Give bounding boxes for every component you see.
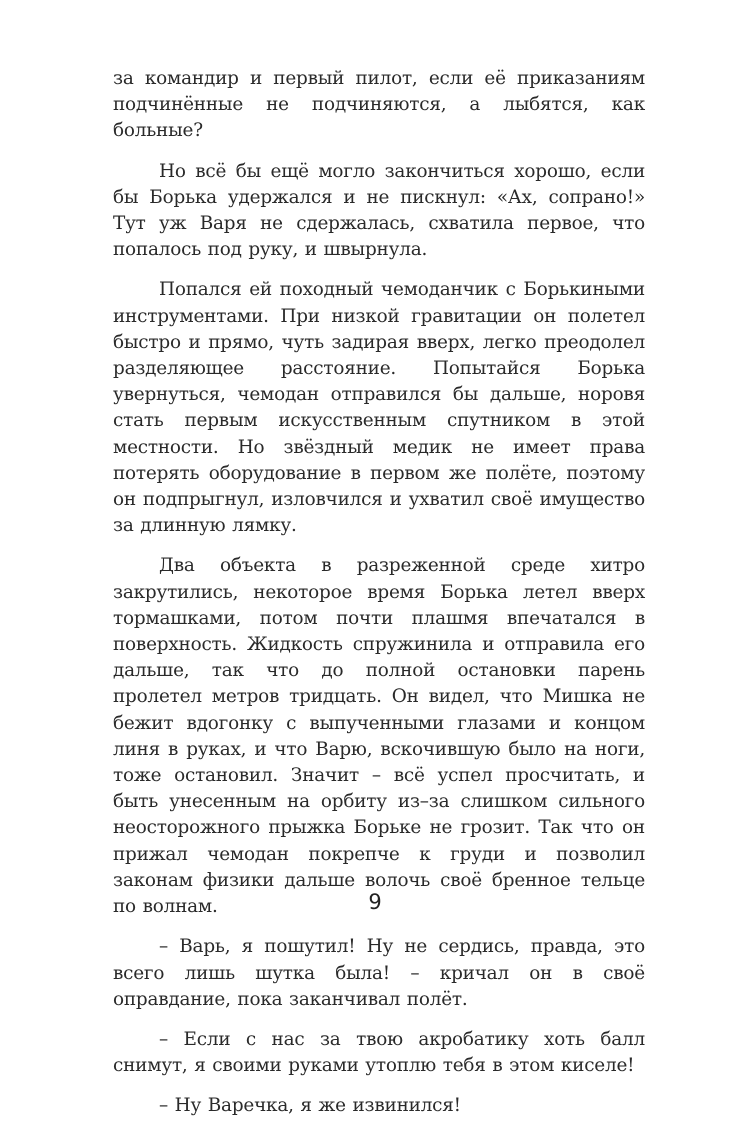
paragraph-5: – Варь, я пошутил! Ну не сердись, правда, это всего лишь шутка была! – кричал он в своё оправдание, пока заканчивал полёт. — [113, 936, 645, 1010]
paragraph-2: Но всё бы ещё могло закончиться хорошо, если бы Борька удержался и не пискнул: «Ах, сопрано!» Тут уж Варя не сдержалась, схватила первое, что попалось под руку, и швырнула. — [113, 160, 645, 261]
page-body — [113, 66, 645, 1134]
paragraph-1: за командир и первый пилот, если её приказаниям подчинённые не подчиняются, а лыбятся, как больные? — [113, 68, 645, 142]
paragraph-7: – Ну Варечка, я же извинился! — [159, 1095, 461, 1117]
paragraph-4: Два объекта в разреженной среде хитро закрутились, некоторое время Борька летел вверх тормашками, потом почти плашмя впечатался в поверхность. Жидкость спружинила и отправила его дальше, так что до полной остановки парень пролетел метров тридцать. Он видел, что Мишка не бежит вдогонку с выпученными глазами и концом линя в руках, и что Варю, вскочившую было на ноги, тоже остановил. Значит – всё успел просчитать, и быть унесенным на орбиту из–за слишком сильного неосторожного прыжка Борьке не грозит. Так что он прижал чемодан покрепче к груди и позволил законам физики дальше волочь своё бренное тельце по волнам. — [113, 555, 645, 918]
page-number: 9 — [368, 890, 382, 914]
paragraph-3: Попался ей походный чемоданчик с Борькиными инструментами. При низкой гравитации он полетел быстро и прямо, чуть задирая вверх, легко преодолел разделяющее расстояние. Попытайся Борька увернуться, чемодан отправился бы дальше, норовя стать первым искусственным спутником в этой местности. Но звёздный медик не имеет права потерять оборудование в первом же полёте, поэтому он подпрыгнул, изловчился и ухватил своё имущество за длинную лямку. — [113, 279, 645, 537]
paragraph-6: – Если с нас за твою акробатику хоть балл снимут, я своими руками утоплю тебя в этом киселе! — [113, 1028, 645, 1077]
